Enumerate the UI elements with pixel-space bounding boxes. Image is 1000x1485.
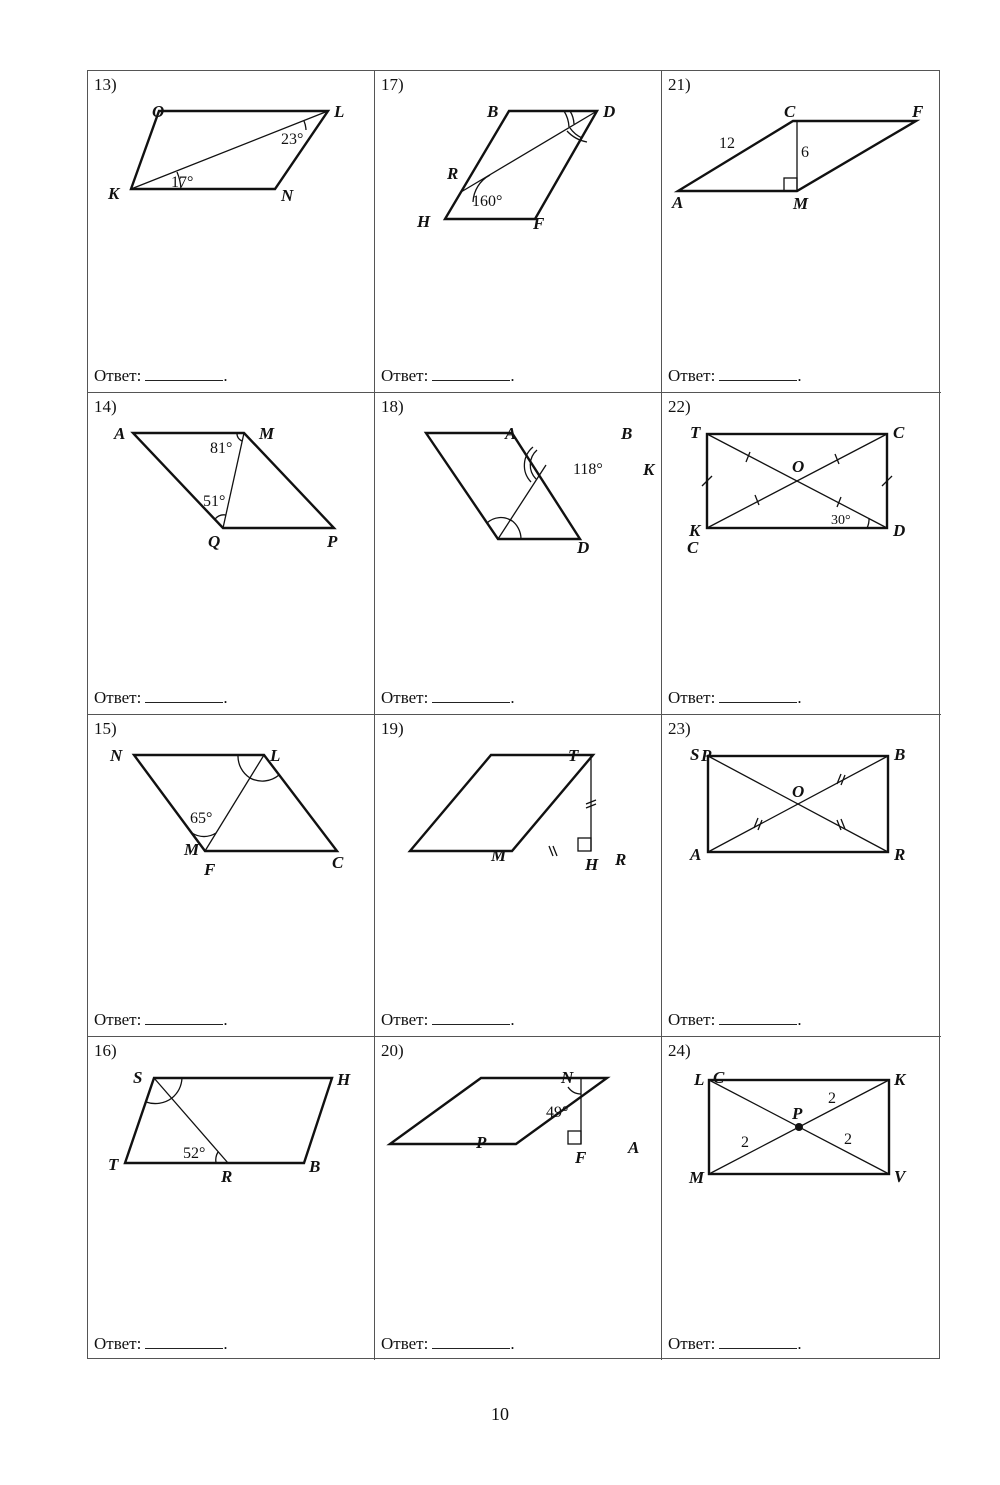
problem-number: 23) — [668, 719, 691, 738]
vertex-label: P — [327, 532, 338, 551]
answer-line: Ответ: . — [94, 688, 228, 707]
vertex-label: K — [108, 184, 120, 203]
problem-number: 24) — [668, 1041, 691, 1060]
angle-label: 52° — [183, 1145, 206, 1162]
page-number: 10 — [491, 1404, 509, 1424]
figure-parallelogram-21 — [662, 71, 941, 393]
problem-23 — [662, 715, 941, 1037]
figure-parallelogram-13 — [88, 71, 375, 393]
problem-24 — [662, 1037, 941, 1360]
problem-sheet — [87, 70, 940, 1359]
vertex-label: C — [713, 1068, 725, 1087]
vertex-label: P — [476, 1133, 487, 1152]
answer-blank[interactable] — [432, 1010, 510, 1025]
angle-label: 23° — [281, 131, 304, 148]
answer-blank[interactable] — [145, 366, 223, 381]
problem-16 — [88, 1037, 375, 1360]
vertex-label: K — [643, 460, 655, 479]
answer-blank[interactable] — [432, 688, 510, 703]
vertex-label: M — [259, 424, 275, 443]
vertex-label: R — [221, 1167, 233, 1186]
answer-blank[interactable] — [432, 1334, 510, 1349]
figure-rectangle-22 — [662, 393, 941, 715]
answer-line: Ответ: . — [668, 1334, 802, 1353]
vertex-label: K — [689, 521, 701, 540]
problem-14 — [88, 393, 375, 715]
vertex-label: N — [281, 186, 294, 205]
length-label: 2 — [844, 1131, 852, 1148]
vertex-label: C — [687, 538, 699, 557]
answer-line: Ответ: . — [668, 1010, 802, 1029]
vertex-label: V — [894, 1167, 906, 1186]
vertex-label: N — [110, 746, 123, 765]
figure-parallelogram-14 — [88, 393, 375, 715]
answer-blank[interactable] — [719, 688, 797, 703]
vertex-label: M — [491, 846, 507, 865]
answer-line: Ответ: . — [381, 1334, 515, 1353]
vertex-label: O — [792, 457, 805, 476]
vertex-label: D — [577, 538, 590, 557]
problem-number: 19) — [381, 719, 404, 738]
vertex-label: O — [152, 102, 165, 121]
problem-number: 15) — [94, 719, 117, 738]
length-label: 6 — [801, 144, 809, 161]
vertex-label: D — [893, 521, 906, 540]
vertex-label: R — [615, 850, 627, 869]
problem-number: 20) — [381, 1041, 404, 1060]
answer-line: Ответ: . — [94, 1334, 228, 1353]
vertex-label: H — [337, 1070, 351, 1089]
answer-line: Ответ: . — [94, 366, 228, 385]
problem-15 — [88, 715, 375, 1037]
vertex-label: Q — [208, 532, 221, 551]
answer-blank[interactable] — [719, 366, 797, 381]
answer-line: Ответ: . — [381, 688, 515, 707]
figure-rectangle-23 — [662, 715, 941, 1037]
answer-line: Ответ: . — [668, 688, 802, 707]
vertex-label: B — [487, 102, 499, 121]
angle-label: 81° — [210, 440, 233, 457]
answer-blank[interactable] — [145, 688, 223, 703]
vertex-label: T — [568, 746, 579, 765]
figure-parallelogram-15 — [88, 715, 375, 1037]
vertex-label: B — [309, 1157, 321, 1176]
vertex-label: A — [114, 424, 126, 443]
vertex-label: F — [533, 214, 545, 233]
vertex-label: L — [694, 1070, 705, 1089]
vertex-label: F — [204, 860, 216, 879]
angle-label: 49° — [546, 1104, 569, 1121]
vertex-label: H — [417, 212, 431, 231]
problem-number: 17) — [381, 75, 404, 94]
problem-number: 21) — [668, 75, 691, 94]
vertex-label: C — [784, 102, 796, 121]
answer-blank[interactable] — [719, 1334, 797, 1349]
vertex-label: R — [894, 845, 906, 864]
vertex-label: B — [621, 424, 633, 443]
problem-17 — [375, 71, 662, 393]
figure-parallelogram-16 — [88, 1037, 375, 1360]
answer-blank[interactable] — [719, 1010, 797, 1025]
answer-blank[interactable] — [145, 1334, 223, 1349]
vertex-label: L — [270, 746, 281, 765]
angle-label: 17° — [171, 174, 194, 191]
vertex-label: T — [690, 423, 701, 442]
problem-number: 13) — [94, 75, 117, 94]
figure-parallelogram-17 — [375, 71, 662, 393]
answer-line: Ответ: . — [381, 366, 515, 385]
answer-line: Ответ: . — [668, 366, 802, 385]
problem-13 — [88, 71, 375, 393]
vertex-label: P — [792, 1104, 803, 1123]
vertex-label: C — [893, 423, 905, 442]
angle-label: 51° — [203, 493, 226, 510]
angle-label: 118° — [573, 461, 603, 478]
vertex-label: F — [575, 1148, 587, 1167]
vertex-label: M — [793, 194, 809, 213]
vertex-label: T — [108, 1155, 119, 1174]
vertex-label: C — [332, 853, 344, 872]
answer-blank[interactable] — [432, 366, 510, 381]
vertex-label: A — [628, 1138, 640, 1157]
vertex-label: N — [561, 1068, 574, 1087]
length-label: 2 — [828, 1090, 836, 1107]
figure-rectangle-24 — [662, 1037, 941, 1360]
vertex-label: L — [334, 102, 345, 121]
vertex-label: H — [585, 855, 599, 874]
vertex-label: M — [184, 840, 200, 859]
vertex-label: P — [701, 746, 712, 765]
vertex-label: S — [133, 1068, 143, 1087]
length-label: 12 — [719, 135, 735, 152]
answer-blank[interactable] — [145, 1010, 223, 1025]
answer-line: Ответ: . — [381, 1010, 515, 1029]
vertex-label: A — [672, 193, 684, 212]
vertex-label: A — [690, 845, 702, 864]
vertex-label: B — [894, 745, 906, 764]
length-label: 2 — [741, 1134, 749, 1151]
angle-label: 160° — [472, 193, 503, 210]
vertex-label: M — [689, 1168, 705, 1187]
problem-number: 22) — [668, 397, 691, 416]
vertex-label: R — [447, 164, 459, 183]
problem-number: 14) — [94, 397, 117, 416]
problem-number: 18) — [381, 397, 404, 416]
problem-22 — [662, 393, 941, 715]
vertex-label: K — [894, 1070, 906, 1089]
vertex-label: O — [792, 782, 805, 801]
angle-label: 65° — [190, 810, 213, 827]
vertex-label: D — [603, 102, 616, 121]
vertex-label: S — [690, 745, 700, 764]
angle-label: 30° — [831, 513, 851, 528]
problem-number: 16) — [94, 1041, 117, 1060]
vertex-label: A — [505, 424, 517, 443]
vertex-label: F — [912, 102, 924, 121]
answer-line: Ответ: . — [94, 1010, 228, 1029]
problem-21 — [662, 71, 941, 393]
